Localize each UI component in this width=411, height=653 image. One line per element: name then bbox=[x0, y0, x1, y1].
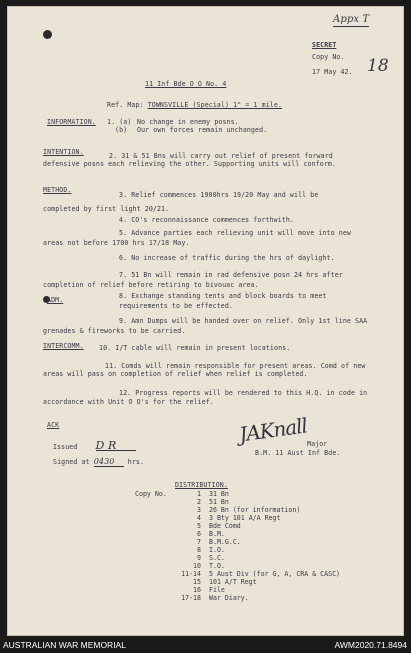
paragraph-6: 6. No increase of traffic during the hrs of daylight. bbox=[119, 254, 335, 262]
paragraph-10: 10. I/T cable will remain in present locations. bbox=[99, 344, 291, 352]
distribution-copy-number: 5 bbox=[197, 522, 201, 530]
distribution-copy-number: 15 bbox=[193, 578, 201, 586]
info-item-number: (b) bbox=[115, 126, 128, 134]
distribution-recipient: 101 A/T Regt bbox=[209, 578, 257, 586]
distribution-heading: DISTRIBUTION. bbox=[175, 481, 228, 489]
handwritten-number: 18 bbox=[367, 56, 389, 76]
signed-line bbox=[53, 458, 144, 467]
footer-institution: AUSTRALIAN WAR MEMORIAL bbox=[3, 640, 126, 650]
distribution-recipient: S.C. bbox=[209, 554, 225, 562]
signature: JAKnall bbox=[237, 413, 309, 447]
distribution-recipient: 3 Bty 101 A/A Regt bbox=[209, 514, 281, 522]
info-item-text: Our own forces remain unchanged. bbox=[137, 126, 268, 134]
distribution-recipient: T.O. bbox=[209, 562, 225, 570]
distribution-copy-number: 10 bbox=[193, 562, 201, 570]
distribution-copy-number: 3 bbox=[197, 506, 201, 514]
intention-heading: INTENTION. bbox=[43, 148, 84, 156]
copy-number: Copy No. bbox=[312, 53, 345, 61]
issued-line bbox=[53, 439, 136, 452]
distribution-copy-number: 11-14 bbox=[181, 570, 201, 578]
corner-annotation: Appx T bbox=[333, 14, 370, 25]
distribution-recipient: I.O. bbox=[209, 546, 225, 554]
distribution-recipient: 5 Aust Div (for G, A, CRA & CASC) bbox=[209, 570, 341, 578]
distribution-copy-number: 1 bbox=[197, 490, 201, 498]
reference-map bbox=[107, 101, 282, 109]
paragraph-5: 5. Advance parties each relieving unit will move into new areas not before 1700 hrs 17/18 May. bbox=[43, 229, 351, 247]
ref-map-label: Ref. Map: bbox=[107, 101, 144, 109]
ref-map-value: TOWNSVILLE (Special) 1" = 1 mile. bbox=[147, 101, 283, 109]
info-item-number: 1. (a) bbox=[107, 118, 132, 126]
distribution-recipient: File bbox=[209, 586, 225, 594]
paragraph-2: 2. 31 & 51 Bns will carry out relief of present forward defensive posns each relieving the other. Supporting units will conform. bbox=[43, 152, 337, 168]
acknowledge-label: ACK bbox=[47, 421, 60, 429]
intercomm-heading: INTERCOMM. bbox=[43, 342, 84, 350]
security-classification: SECRET bbox=[312, 41, 337, 49]
document-page bbox=[7, 6, 404, 636]
distribution-list bbox=[135, 490, 383, 610]
distribution-recipient: 26 Bn (for information) bbox=[209, 506, 301, 514]
paragraph-9: 9. Amn Dumps will be handed over on relief. Only 1st line SAA grenades & fireworks to be carried. bbox=[43, 317, 368, 335]
admin-heading: ADM. bbox=[47, 296, 64, 304]
distribution-recipient: B.M. bbox=[209, 530, 225, 538]
distribution-recipient: War Diary. bbox=[209, 594, 249, 602]
distribution-recipient: Bde Comd bbox=[209, 522, 241, 530]
distribution-copy-number: 17-18 bbox=[181, 594, 201, 602]
order-title: 11 Inf Bde O O No. 4 bbox=[145, 80, 227, 88]
distribution-recipient: 51 Bn bbox=[209, 498, 229, 506]
issued-value: D R bbox=[96, 442, 136, 451]
paragraph-7: 7. 51 Bn will remain in rad defensive posn 24 hrs after completion of relief before retiring to bivouac area. bbox=[43, 271, 343, 289]
method-heading: METHOD. bbox=[43, 186, 72, 194]
issued-label: Issued bbox=[53, 443, 78, 451]
copy-no-label: Copy No. bbox=[135, 490, 167, 498]
signatory-appointment: B.M. 11 Aust Inf Bde. bbox=[255, 449, 341, 457]
paragraph-4: 4. CO's reconnaissance commences forthwith. bbox=[119, 216, 294, 224]
information-heading: INFORMATION. bbox=[47, 118, 96, 126]
distribution-copy-number: 9 bbox=[197, 554, 201, 562]
paragraph-11: 11. Comds will remain responsible for present areas. Comd of new areas will pass on completion of relief when relief is completed. bbox=[43, 362, 366, 378]
distribution-copy-number: 4 bbox=[197, 514, 201, 522]
distribution-copy-number: 7 bbox=[197, 538, 201, 546]
order-date: 17 May 42. bbox=[312, 68, 353, 76]
signed-suffix: hrs. bbox=[127, 458, 145, 466]
paragraph-8: 8. Exchange standing tents and block boards to meet requirements to be effected. bbox=[119, 292, 327, 310]
paragraph-12: 12. Progress reports will be rendered to this H.Q. in code in accordance with Unit O O's for the relief. bbox=[43, 389, 368, 406]
distribution-copy-number: 8 bbox=[197, 546, 201, 554]
distribution-recipient: 31 Bn bbox=[209, 490, 229, 498]
distribution-recipient: B.M.G.C. bbox=[209, 538, 241, 546]
info-item-text: No change in enemy posns. bbox=[137, 118, 239, 126]
signatory-rank: Major bbox=[307, 440, 328, 448]
punch-hole bbox=[43, 30, 52, 39]
paragraph-3: 3. Relief commences 1900hrs 19/20 May and will be completed by first light 20/21. bbox=[43, 191, 319, 213]
signed-label: Signed at bbox=[53, 458, 90, 466]
distribution-copy-number: 2 bbox=[197, 498, 201, 506]
footer-accession-number: AWM2020.71.8494 bbox=[334, 640, 407, 650]
distribution-copy-number: 16 bbox=[193, 586, 201, 594]
signed-value: 0430 bbox=[94, 458, 124, 467]
distribution-copy-number: 6 bbox=[197, 530, 201, 538]
